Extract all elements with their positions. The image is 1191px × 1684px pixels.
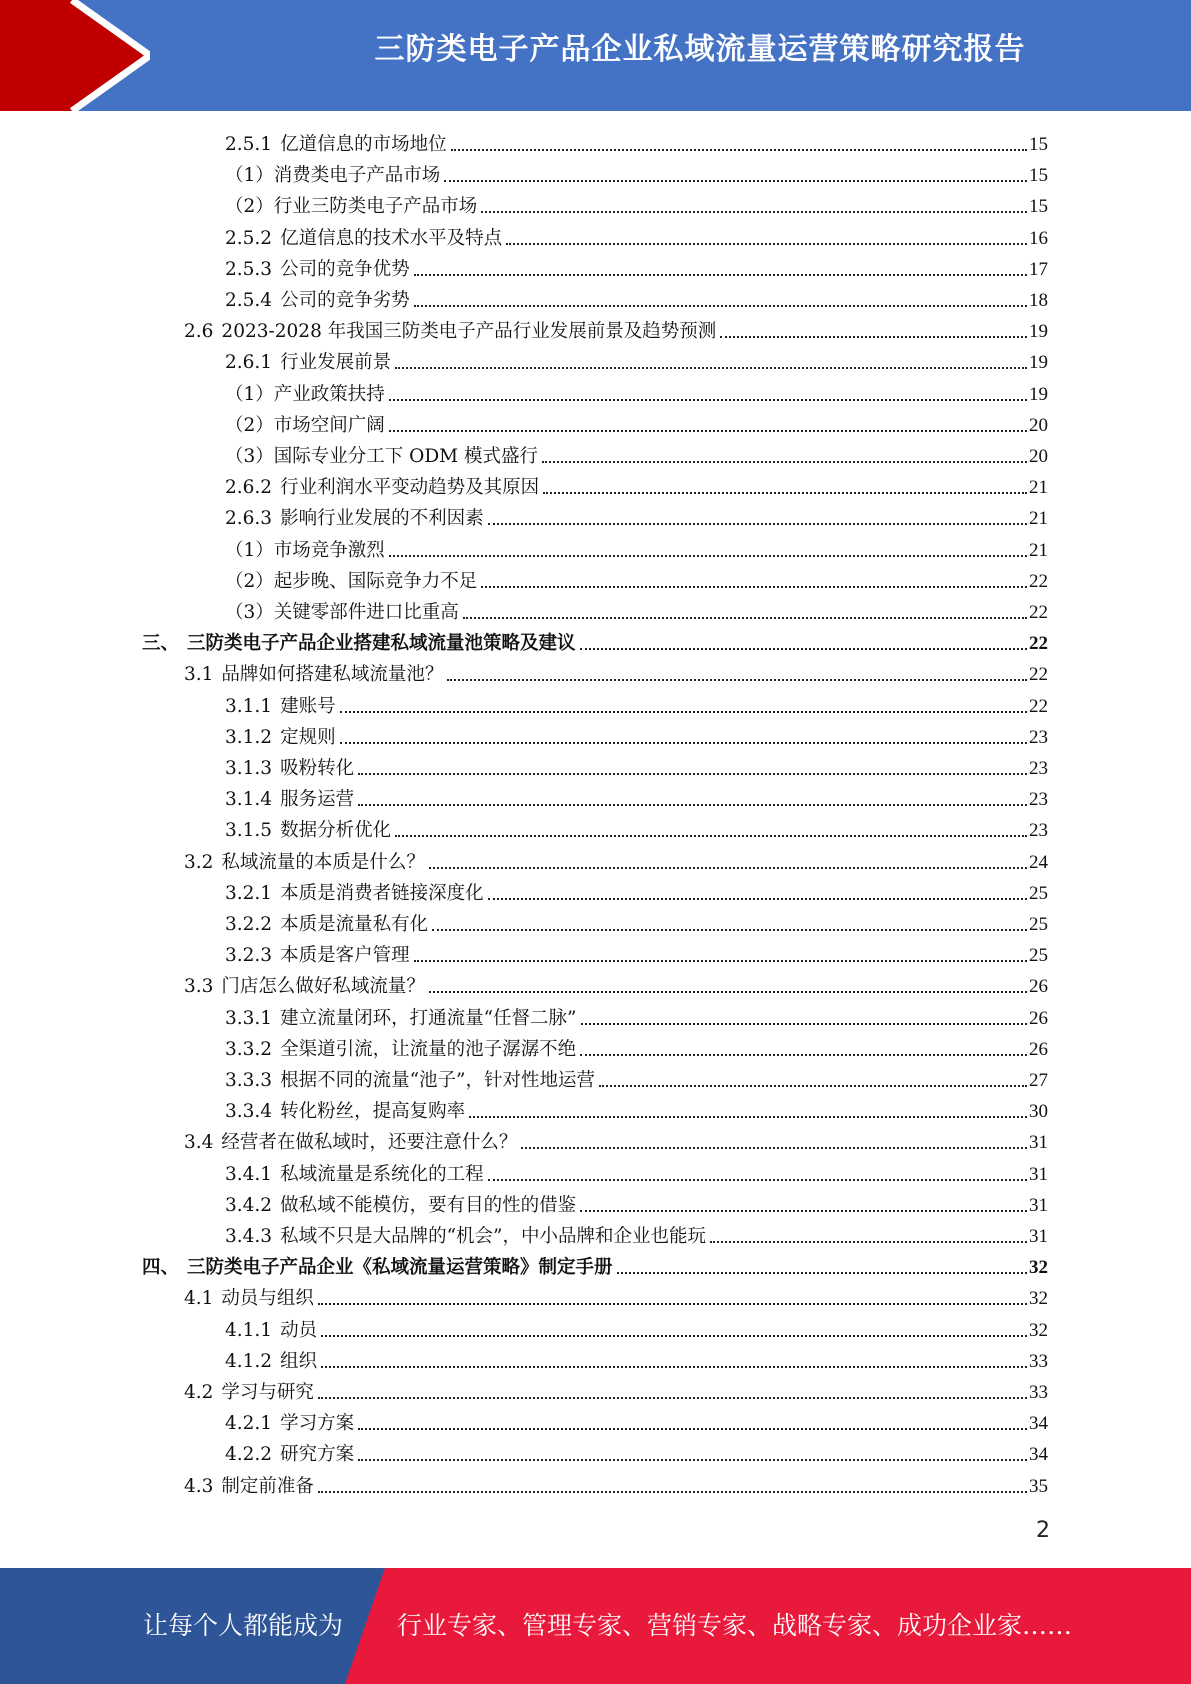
toc-entry[interactable]	[225, 1096, 1048, 1124]
toc-entry-page: 35	[1029, 1475, 1048, 1497]
toc-entry-title: 本质是流量私有化	[280, 914, 429, 935]
toc-entry-page: 34	[1029, 1413, 1048, 1435]
toc-entry-title: 产业政策扶持	[273, 383, 385, 405]
toc-dot-leader	[318, 1491, 1027, 1493]
toc-dot-leader	[481, 586, 1027, 588]
toc-entry-title: 门店怎么做好私域流量？	[221, 976, 425, 998]
toc-entry-page: 22	[1029, 570, 1048, 592]
toc-entry-number: （1）	[225, 539, 274, 561]
toc-dot-leader	[318, 1397, 1027, 1399]
toc-entry-number: （3）	[225, 446, 274, 467]
toc-entry-title: 三防类电子产品企业搭建私域流量池策略及建议	[187, 633, 576, 655]
toc-entry-page: 20	[1029, 446, 1048, 467]
toc-entry-title: 2023-2028 年我国三防类电子产品行业发展前景及趋势预测	[221, 321, 717, 343]
toc-entry-page: 21	[1029, 477, 1048, 499]
toc-entry-title: 公司的竞争劣势	[280, 290, 410, 311]
toc-dot-leader	[358, 773, 1027, 775]
toc-entry-page: 25	[1029, 914, 1048, 935]
toc-entry-title: 根据不同的流量“池子”，针对性地运营	[280, 1070, 595, 1091]
toc-entry-number: 3.4.1	[225, 1163, 273, 1185]
toc-dot-leader	[358, 1459, 1027, 1461]
toc-dot-leader	[506, 243, 1027, 245]
toc-entry-number: 四、	[142, 1257, 180, 1279]
toc-entry-number: 4.2.2	[225, 1444, 273, 1466]
toc-entry[interactable]	[225, 191, 1048, 219]
toc-dot-leader	[444, 180, 1027, 182]
toc-entry-title: 吸粉转化	[280, 758, 355, 779]
toc-entry[interactable]	[225, 566, 1048, 594]
toc-entry-page: 22	[1029, 602, 1048, 623]
toc-entry-title: 私域流量是系统化的工程	[280, 1163, 484, 1185]
toc-dot-leader	[340, 711, 1027, 713]
toc-entry-title: 组织	[280, 1350, 318, 1372]
toc-dot-leader	[414, 305, 1027, 307]
toc-entry[interactable]	[142, 1252, 1048, 1280]
toc-entry-number: 3.1.5	[225, 820, 273, 842]
toc-entry[interactable]	[225, 1346, 1048, 1374]
toc-entry-page: 19	[1029, 352, 1048, 374]
toc-dot-leader	[389, 430, 1027, 432]
toc-entry[interactable]	[225, 129, 1048, 157]
toc-entry-page: 17	[1029, 258, 1048, 280]
toc-entry[interactable]	[184, 1377, 1048, 1405]
toc-entry[interactable]	[184, 659, 1048, 687]
toc-entry-number: 3.2.3	[225, 945, 273, 967]
toc-entry-title: 行业利润水平变动趋势及其原因	[280, 477, 540, 499]
toc-entry-number: 3.1.4	[225, 789, 273, 811]
toc-entry-title: 建账号	[280, 695, 336, 717]
toc-entry-page: 26	[1029, 1038, 1048, 1060]
report-title: 三防类电子产品企业私域流量运营策略研究报告	[374, 32, 1026, 67]
toc-entry-page: 15	[1029, 134, 1048, 155]
toc-entry-page: 33	[1029, 1382, 1048, 1403]
toc-entry-number: 2.5.1	[225, 134, 273, 155]
toc-entry[interactable]	[225, 379, 1048, 407]
page-number: 2	[1036, 1518, 1050, 1543]
toc-entry-title: 市场空间广阔	[273, 414, 385, 436]
toc-dot-leader	[599, 1085, 1027, 1087]
toc-entry-number: 3.1.2	[225, 726, 273, 748]
toc-entry-title: 亿道信息的市场地位	[280, 134, 447, 155]
toc-entry-title: 制定前准备	[221, 1475, 314, 1497]
toc-entry[interactable]	[184, 971, 1048, 999]
toc-entry-page: 32	[1029, 1257, 1048, 1279]
footer-slogan-left: 让每个人都能成为	[143, 1611, 344, 1640]
toc-dot-leader	[318, 1303, 1027, 1305]
toc-entry-page: 32	[1029, 1288, 1048, 1310]
toc-entry[interactable]	[225, 223, 1048, 251]
toc-entry-page: 33	[1029, 1350, 1048, 1372]
toc-entry[interactable]	[184, 1127, 1048, 1155]
toc-entry-page: 23	[1029, 726, 1048, 748]
toc-entry-page: 25	[1029, 882, 1048, 904]
toc-entry-number: 2.5.2	[225, 227, 273, 249]
toc-dot-leader	[358, 804, 1027, 806]
toc-dot-leader	[543, 492, 1027, 494]
toc-entry[interactable]	[225, 410, 1048, 438]
toc-dot-leader	[580, 648, 1027, 650]
toc-dot-leader	[447, 679, 1027, 681]
toc-entry-title: 定规则	[280, 726, 336, 748]
footer-banner	[0, 1568, 1191, 1684]
toc-entry-number: （2）	[225, 196, 274, 218]
toc-dot-leader	[581, 1023, 1028, 1025]
toc-entry-number: 3.3.3	[225, 1070, 273, 1091]
toc-dot-leader	[414, 274, 1027, 276]
toc-entry-number: 3.4.3	[225, 1226, 273, 1247]
toc-entry-title: 公司的竞争优势	[280, 258, 410, 280]
toc-entry[interactable]	[225, 254, 1048, 282]
toc-entry-number: 3.2.2	[225, 914, 273, 935]
toc-entry-page: 22	[1029, 695, 1048, 717]
toc-entry[interactable]	[225, 1221, 1048, 1249]
toc-entry-page: 31	[1029, 1194, 1048, 1216]
toc-entry-page: 22	[1029, 633, 1048, 655]
toc-entry-title: 行业三防类电子产品市场	[273, 196, 478, 218]
toc-entry[interactable]	[225, 878, 1048, 906]
toc-entry[interactable]	[225, 1408, 1048, 1436]
toc-entry-title: 起步晚、国际竞争力不足	[273, 570, 478, 592]
toc-dot-leader	[463, 617, 1027, 619]
toc-entry-title: 私域不只是大品牌的“机会”，中小品牌和企业也能玩	[280, 1226, 706, 1247]
toc-entry-title: 学习与研究	[221, 1382, 314, 1403]
toc-dot-leader	[358, 1428, 1027, 1430]
toc-dot-leader	[521, 1147, 1027, 1149]
toc-entry-number: 2.6.1	[225, 352, 273, 374]
toc-entry-page: 21	[1029, 508, 1048, 530]
toc-entry[interactable]	[225, 1003, 1048, 1031]
toc-entry-number: （2）	[225, 570, 274, 592]
toc-entry-page: 23	[1029, 789, 1048, 811]
toc-entry[interactable]	[184, 1471, 1048, 1499]
toc-entry-number: 三、	[142, 633, 180, 655]
toc-entry-page: 19	[1029, 383, 1048, 405]
toc-entry[interactable]	[225, 597, 1048, 625]
toc-dot-leader	[469, 1116, 1027, 1118]
toc-dot-leader	[389, 399, 1027, 401]
toc-entry-number: 4.1.2	[225, 1350, 273, 1372]
toc-dot-leader	[414, 960, 1027, 962]
toc-dot-leader	[710, 1241, 1027, 1243]
toc-entry[interactable]	[225, 535, 1048, 563]
toc-entry-number: 3.4	[184, 1132, 214, 1154]
toc-entry-number: 3.3.4	[225, 1101, 273, 1123]
toc-entry-title: 转化粉丝，提高复购率	[280, 1101, 466, 1123]
toc-entry-number: 3.1.1	[225, 695, 273, 717]
toc-entry-number: 4.2	[184, 1382, 214, 1403]
toc-entry-title: 影响行业发展的不利因素	[280, 508, 484, 530]
toc-entry-title: 私域流量的本质是什么？	[221, 851, 425, 873]
toc-entry-title: 行业发展前景	[280, 352, 392, 374]
footer-slogan-right: 行业专家、管理专家、营销专家、战略专家、成功企业家……	[397, 1611, 1073, 1640]
toc-dot-leader	[580, 1210, 1027, 1212]
toc-entry-title: 本质是客户管理	[280, 945, 410, 967]
toc-entry[interactable]	[142, 628, 1048, 656]
toc-entry[interactable]	[225, 722, 1048, 750]
toc-entry-title: 动员	[280, 1319, 318, 1341]
toc-dot-leader	[321, 1366, 1027, 1368]
toc-entry[interactable]	[184, 1283, 1048, 1311]
toc-entry[interactable]	[225, 753, 1048, 781]
toc-entry-title: 服务运营	[280, 789, 355, 811]
toc-entry-number: 3.3.2	[225, 1038, 273, 1060]
toc-entry[interactable]	[225, 347, 1048, 375]
toc-entry-page: 26	[1029, 976, 1048, 998]
toc-dot-leader	[389, 555, 1027, 557]
toc-entry-page: 20	[1029, 414, 1048, 436]
toc-entry-page: 15	[1029, 196, 1048, 218]
toc-entry-number: 3.2.1	[225, 882, 273, 904]
toc-entry-number: （1）	[225, 383, 274, 405]
toc-entry-title: 建立流量闭环，打通流量“任督二脉”	[280, 1007, 577, 1029]
toc-dot-leader	[395, 835, 1027, 837]
toc-entry-page: 23	[1029, 820, 1048, 842]
toc-dot-leader	[432, 929, 1027, 931]
toc-dot-leader	[488, 898, 1027, 900]
toc-entry-title: 消费类电子产品市场	[273, 165, 441, 187]
toc-entry-page: 15	[1029, 165, 1048, 187]
toc-entry-number: 3.1	[184, 664, 214, 686]
toc-entry-title: 市场竞争激烈	[273, 539, 385, 561]
toc-entry-number: 4.3	[184, 1475, 214, 1497]
toc-entry-number: （3）	[225, 602, 274, 623]
toc-entry[interactable]	[225, 1439, 1048, 1467]
toc-entry[interactable]	[225, 472, 1048, 500]
toc-entry-page: 16	[1029, 227, 1048, 249]
toc-entry-number: 3.1.3	[225, 758, 273, 779]
toc-entry-number: 2.6.2	[225, 477, 273, 499]
toc-entry[interactable]	[225, 285, 1048, 313]
toc-entry-title: 学习方案	[280, 1413, 355, 1435]
toc-entry-title: 做私域不能模仿，要有目的性的借鉴	[280, 1194, 577, 1216]
toc-entry-number: （1）	[225, 165, 274, 187]
toc-dot-leader	[720, 336, 1027, 338]
toc-dot-leader	[340, 742, 1027, 744]
toc-entry[interactable]	[184, 847, 1048, 875]
header-red-arrow-shape	[0, 0, 150, 111]
toc-entry-number: 2.6	[184, 321, 214, 343]
toc-dot-leader	[451, 149, 1027, 151]
toc-entry[interactable]	[225, 1065, 1048, 1093]
toc-dot-leader	[429, 991, 1027, 993]
toc-entry-page: 31	[1029, 1226, 1048, 1247]
toc-entry-number: 4.1	[184, 1288, 214, 1310]
toc-entry[interactable]	[225, 441, 1048, 469]
header-banner	[0, 0, 1191, 111]
toc-entry-title: 品牌如何搭建私域流量池？	[221, 664, 444, 686]
toc-dot-leader	[542, 461, 1027, 463]
toc-entry[interactable]	[225, 503, 1048, 531]
toc-entry-number: 3.3.1	[225, 1007, 273, 1029]
toc-entry-number: 2.5.3	[225, 258, 273, 280]
toc-entry-page: 34	[1029, 1444, 1048, 1466]
toc-entry-page: 18	[1029, 290, 1048, 311]
toc-entry-page: 32	[1029, 1319, 1048, 1341]
toc-entry[interactable]	[225, 1315, 1048, 1343]
toc-entry[interactable]	[225, 160, 1048, 188]
toc-entry-title: 三防类电子产品企业《私域流量运营策略》制定手册	[187, 1257, 613, 1279]
toc-dot-leader	[488, 1179, 1027, 1181]
toc-dot-leader	[488, 523, 1027, 525]
toc-entry-page: 30	[1029, 1101, 1048, 1123]
toc-entry[interactable]	[225, 1159, 1048, 1187]
toc-entry-number: 3.2	[184, 851, 214, 873]
toc-entry-title: 动员与组织	[221, 1288, 314, 1310]
toc-entry-page: 19	[1029, 321, 1048, 343]
toc-entry[interactable]	[225, 1034, 1048, 1062]
toc-entry-number: 4.2.1	[225, 1413, 273, 1435]
toc-entry-page: 22	[1029, 664, 1048, 686]
toc-entry[interactable]	[225, 784, 1048, 812]
toc-dot-leader	[580, 1054, 1027, 1056]
toc-entry-number: 3.3	[184, 976, 214, 998]
toc-entry-page: 27	[1029, 1070, 1048, 1091]
toc-dot-leader	[395, 367, 1027, 369]
toc-entry-title: 本质是消费者链接深度化	[280, 882, 484, 904]
toc-dot-leader	[481, 211, 1027, 213]
toc-entry-page: 24	[1029, 851, 1048, 873]
toc-entry-page: 23	[1029, 758, 1048, 779]
toc-entry-page: 31	[1029, 1163, 1048, 1185]
toc-entry[interactable]	[225, 815, 1048, 843]
toc-entry-page: 26	[1029, 1007, 1048, 1029]
toc-entry-title: 关键零部件进口比重高	[273, 602, 459, 623]
toc-entry-title: 全渠道引流，让流量的池子潺潺不绝	[280, 1038, 577, 1060]
toc-dot-leader	[321, 1335, 1027, 1337]
toc-dot-leader	[429, 867, 1027, 869]
toc-entry[interactable]	[184, 316, 1048, 344]
toc-entry-number: 4.1.1	[225, 1319, 273, 1341]
toc-dot-leader	[617, 1272, 1027, 1274]
toc-entry[interactable]	[225, 940, 1048, 968]
toc-entry[interactable]	[225, 1190, 1048, 1218]
toc-entry-number: 2.5.4	[225, 290, 273, 311]
toc-entry-title: 经营者在做私域时，还要注意什么？	[221, 1132, 518, 1154]
toc-entry-number: 2.6.3	[225, 508, 273, 530]
toc-entry-title: 国际专业分工下 ODM 模式盛行	[273, 446, 538, 467]
toc-entry[interactable]	[225, 691, 1048, 719]
toc-entry-title: 数据分析优化	[280, 820, 392, 842]
toc-entry-page: 31	[1029, 1132, 1048, 1154]
toc-entry-number: 3.4.2	[225, 1194, 273, 1216]
toc-entry-number: （2）	[225, 414, 274, 436]
toc-entry-page: 21	[1029, 539, 1048, 561]
toc-entry-title: 研究方案	[280, 1444, 355, 1466]
toc-entry-title: 亿道信息的技术水平及特点	[280, 227, 503, 249]
toc-entry-page: 25	[1029, 945, 1048, 967]
toc-entry[interactable]	[225, 909, 1048, 937]
